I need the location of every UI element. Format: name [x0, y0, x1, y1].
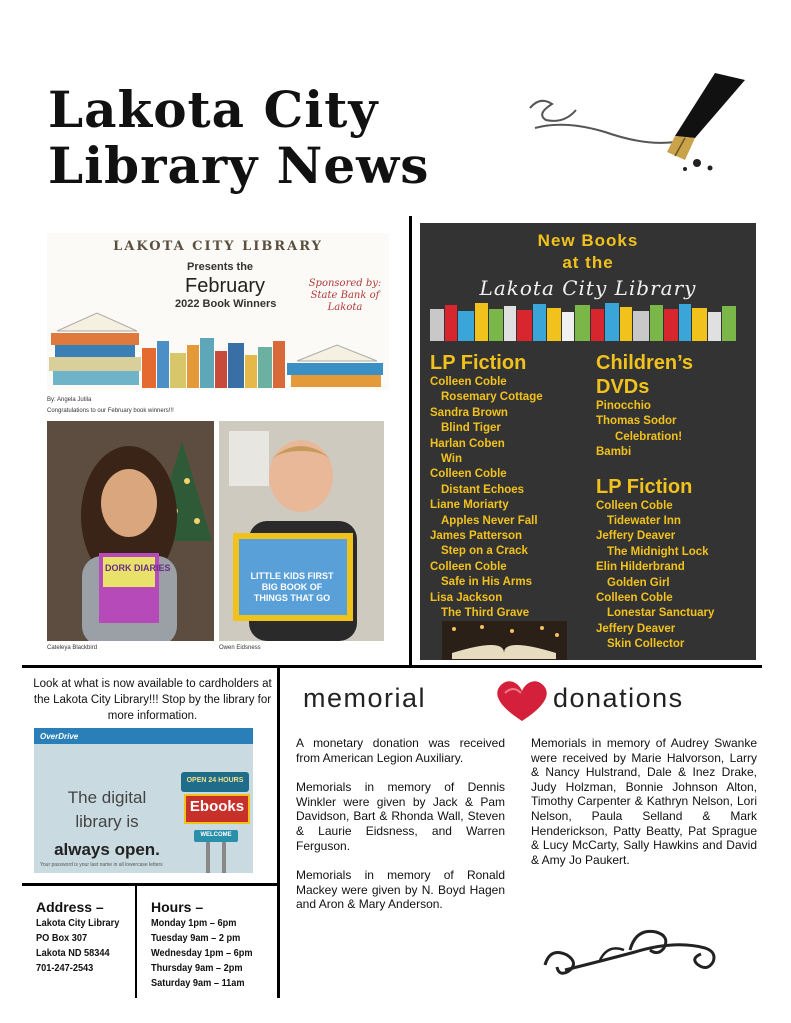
memorial-column-1 [296, 736, 505, 927]
book-author: Colleen Coble [596, 499, 673, 512]
dvd-item: Celebration! [615, 430, 683, 443]
book-author: James Patterson [430, 530, 523, 543]
book-author: Colleen Coble [430, 560, 507, 573]
memorial-paragraph: A monetary donation was received from American Legion Auxiliary. [296, 736, 505, 765]
sign-post-right [222, 842, 226, 873]
book-title: Safe in His Arms [441, 576, 532, 589]
childrens-dvds-heading-1: Children’s [596, 352, 694, 374]
memorial-paragraph: Memorials in memory of Ronald Mackey were given by N. Boyd Hagen and Aron & Mary Anderson. [296, 868, 505, 912]
flyer-heading: LAKOTA CITY LIBRARY [113, 239, 323, 254]
childrens-dvds-heading-2: DVDs [596, 376, 650, 398]
lp-fiction-1-entry [430, 437, 590, 468]
flyer-winners: 2022 Book Winners [175, 298, 277, 310]
overdrive-footer: Your password is your last name in all lowercase letters [40, 862, 163, 868]
sign-post-left [206, 842, 210, 873]
book-author: Liane Moriarty [430, 499, 509, 512]
book-title: The Midnight Lock [607, 545, 709, 558]
new-books-panel [420, 223, 756, 660]
lp-fiction-2-entry [596, 591, 751, 622]
childrens-dvds-column [596, 351, 751, 653]
dvd-item: Pinocchio [596, 400, 651, 412]
flyer-byline: By: Angela Jutila [47, 397, 92, 403]
dvd-item: Thomas Sodor [596, 415, 677, 428]
caption-right: Owen Eidsness [219, 645, 261, 651]
heart-icon [493, 679, 551, 723]
book-spines-illustration [430, 303, 746, 341]
book-title: Distant Echoes [441, 483, 525, 496]
address-heading: Address – [36, 899, 104, 915]
horizontal-rule-middle [22, 665, 762, 668]
lp-fiction-2-entry [596, 499, 751, 530]
boy-photo-illustration [219, 421, 384, 641]
horizontal-rule-bottom-left [22, 883, 278, 886]
caption-left: Cateleya Blackbird [47, 645, 98, 651]
book-title: Apples Never Fall [441, 514, 538, 527]
lp-fiction-heading-1: LP Fiction [430, 352, 527, 374]
lp-fiction-1-entry [430, 560, 590, 591]
flourish-ornament-icon [540, 920, 725, 985]
book-author: Colleen Coble [430, 376, 507, 388]
new-books-title-line-2: at the [562, 253, 614, 272]
memorial-column-2 [531, 736, 757, 882]
lp-fiction-2-entry [596, 529, 751, 560]
memorial-paragraph: Memorials in memory of Audrey Swanke were received by Marie Halvorson, Larry & Nancy Hulstrand, Dale & Inez Drake, Judy Holzman, Bonnie Johnson Alton, Timothy Carpenter & Kathryn Nelson, Lori Nelson, Paula Selland & Mark Henderickson, Patty Beatty, Pat Sprague & Lucy McCarty, Sally Hawkins and David & Amy Jo Paukert. [531, 736, 757, 867]
sign-main-text: Ebooks [189, 798, 245, 815]
memorial-paragraph: Memorials in memory of Dennis Winkler were given by Jack & Pam Davidson, Bart & Rhonda Wall, Steven & Laurie Eidsness, and Warren Ferguson. [296, 780, 505, 853]
flyer-congrats: Congratulations to our February book winners!!! [47, 408, 174, 414]
donations-word: donations [553, 683, 684, 713]
book-title: Tidewater Inn [607, 515, 681, 528]
masthead [48, 82, 548, 194]
book-winners-flyer [47, 233, 389, 390]
book-author: Colleen Coble [430, 468, 507, 481]
memorial-word: memorial [303, 683, 427, 713]
book-title: The Third Grave [441, 607, 530, 620]
lp-fiction-2-entry [596, 622, 751, 653]
overdrive-line-1: The digital [67, 788, 147, 807]
vertical-rule-top [409, 216, 412, 666]
availability-note: Look at what is now available to cardholders at the Lakota City Library!!! Stop by the library for more information. [33, 678, 272, 722]
lp-fiction-heading-2: LP Fiction [596, 475, 693, 498]
book-title: Step on a Crack [441, 545, 528, 558]
flyer-presents: Presents the [187, 261, 254, 273]
book-title: Win [441, 453, 462, 466]
masthead-line-2: Library News [48, 136, 430, 195]
book-title: Skin Collector [607, 638, 685, 651]
book-title: Rosemary Cottage [441, 391, 543, 404]
masthead-line-1: Lakota City [48, 80, 379, 139]
book-author: Colleen Coble [596, 592, 673, 605]
lp-fiction-1-entry [430, 529, 590, 560]
sign-top-text: OPEN 24 HOURS [186, 777, 244, 784]
girl-photo-illustration [47, 421, 214, 641]
vertical-rule-bottom [277, 668, 280, 998]
new-books-script: Lakota City Library [479, 276, 697, 300]
book-title: Golden Girl [607, 576, 670, 589]
hours-line: Wednesday 1pm – 6pm [151, 948, 253, 959]
lp-fiction-2-entry [596, 560, 751, 591]
book-author: Harlan Coben [430, 437, 505, 450]
address-line: Lakota City Library [36, 918, 120, 929]
address-line: PO Box 307 [36, 933, 88, 944]
lp-fiction-1-entry [430, 591, 590, 622]
lp-fiction-1-entry [430, 498, 590, 529]
overdrive-ad [34, 728, 253, 873]
lp-fiction-1-entry [430, 406, 590, 437]
hours-block [151, 898, 276, 991]
photo-boy-with-book [219, 421, 384, 641]
hours-line: Saturday 9am – 11am [151, 978, 245, 989]
overdrive-line-3: always open. [54, 840, 160, 859]
book-author: Jeffery Deaver [596, 622, 676, 635]
overdrive-line-2: library is [75, 812, 139, 831]
address-block [36, 898, 136, 976]
flyer-sponsor: Sponsored by: State Bank of Lakota [308, 278, 382, 313]
new-books-title-line-1: New Books [537, 231, 639, 250]
girl-book-title: DORK DIARIES [105, 563, 171, 573]
fountain-pen-icon [525, 68, 750, 178]
address-line: 701-247-2543 [36, 963, 94, 974]
lp-fiction-1-entry [430, 467, 590, 498]
book-author: Sandra Brown [430, 406, 508, 419]
boy-book-title: LITTLE KIDS FIRST BIG BOOK OF THINGS THAT GO [250, 571, 334, 603]
book-author: Jeffery Deaver [596, 530, 676, 543]
sign-bottom-text: WELCOME [200, 832, 232, 838]
hours-line: Thursday 9am – 2pm [151, 963, 243, 974]
dvd-item: Bambi [596, 446, 632, 459]
book-title: Blind Tiger [441, 422, 501, 435]
book-title: Lonestar Sanctuary [607, 607, 715, 620]
address-line: Lakota ND 58344 [36, 948, 110, 959]
book-author: Lisa Jackson [430, 591, 503, 604]
hours-heading: Hours – [151, 899, 204, 915]
hours-line: Monday 1pm – 6pm [151, 918, 237, 929]
book-author: Elin Hilderbrand [596, 561, 685, 574]
lp-fiction-1-entry [430, 375, 590, 406]
lp-fiction-column-1 [430, 351, 590, 622]
memorial-donations-heading [303, 683, 743, 723]
photo-girl-with-book [47, 421, 214, 641]
flyer-month: February [185, 275, 266, 297]
open-book-lights-icon [442, 621, 567, 660]
overdrive-brand: OverDrive [40, 732, 79, 741]
hours-line: Tuesday 9am – 2 pm [151, 933, 241, 944]
